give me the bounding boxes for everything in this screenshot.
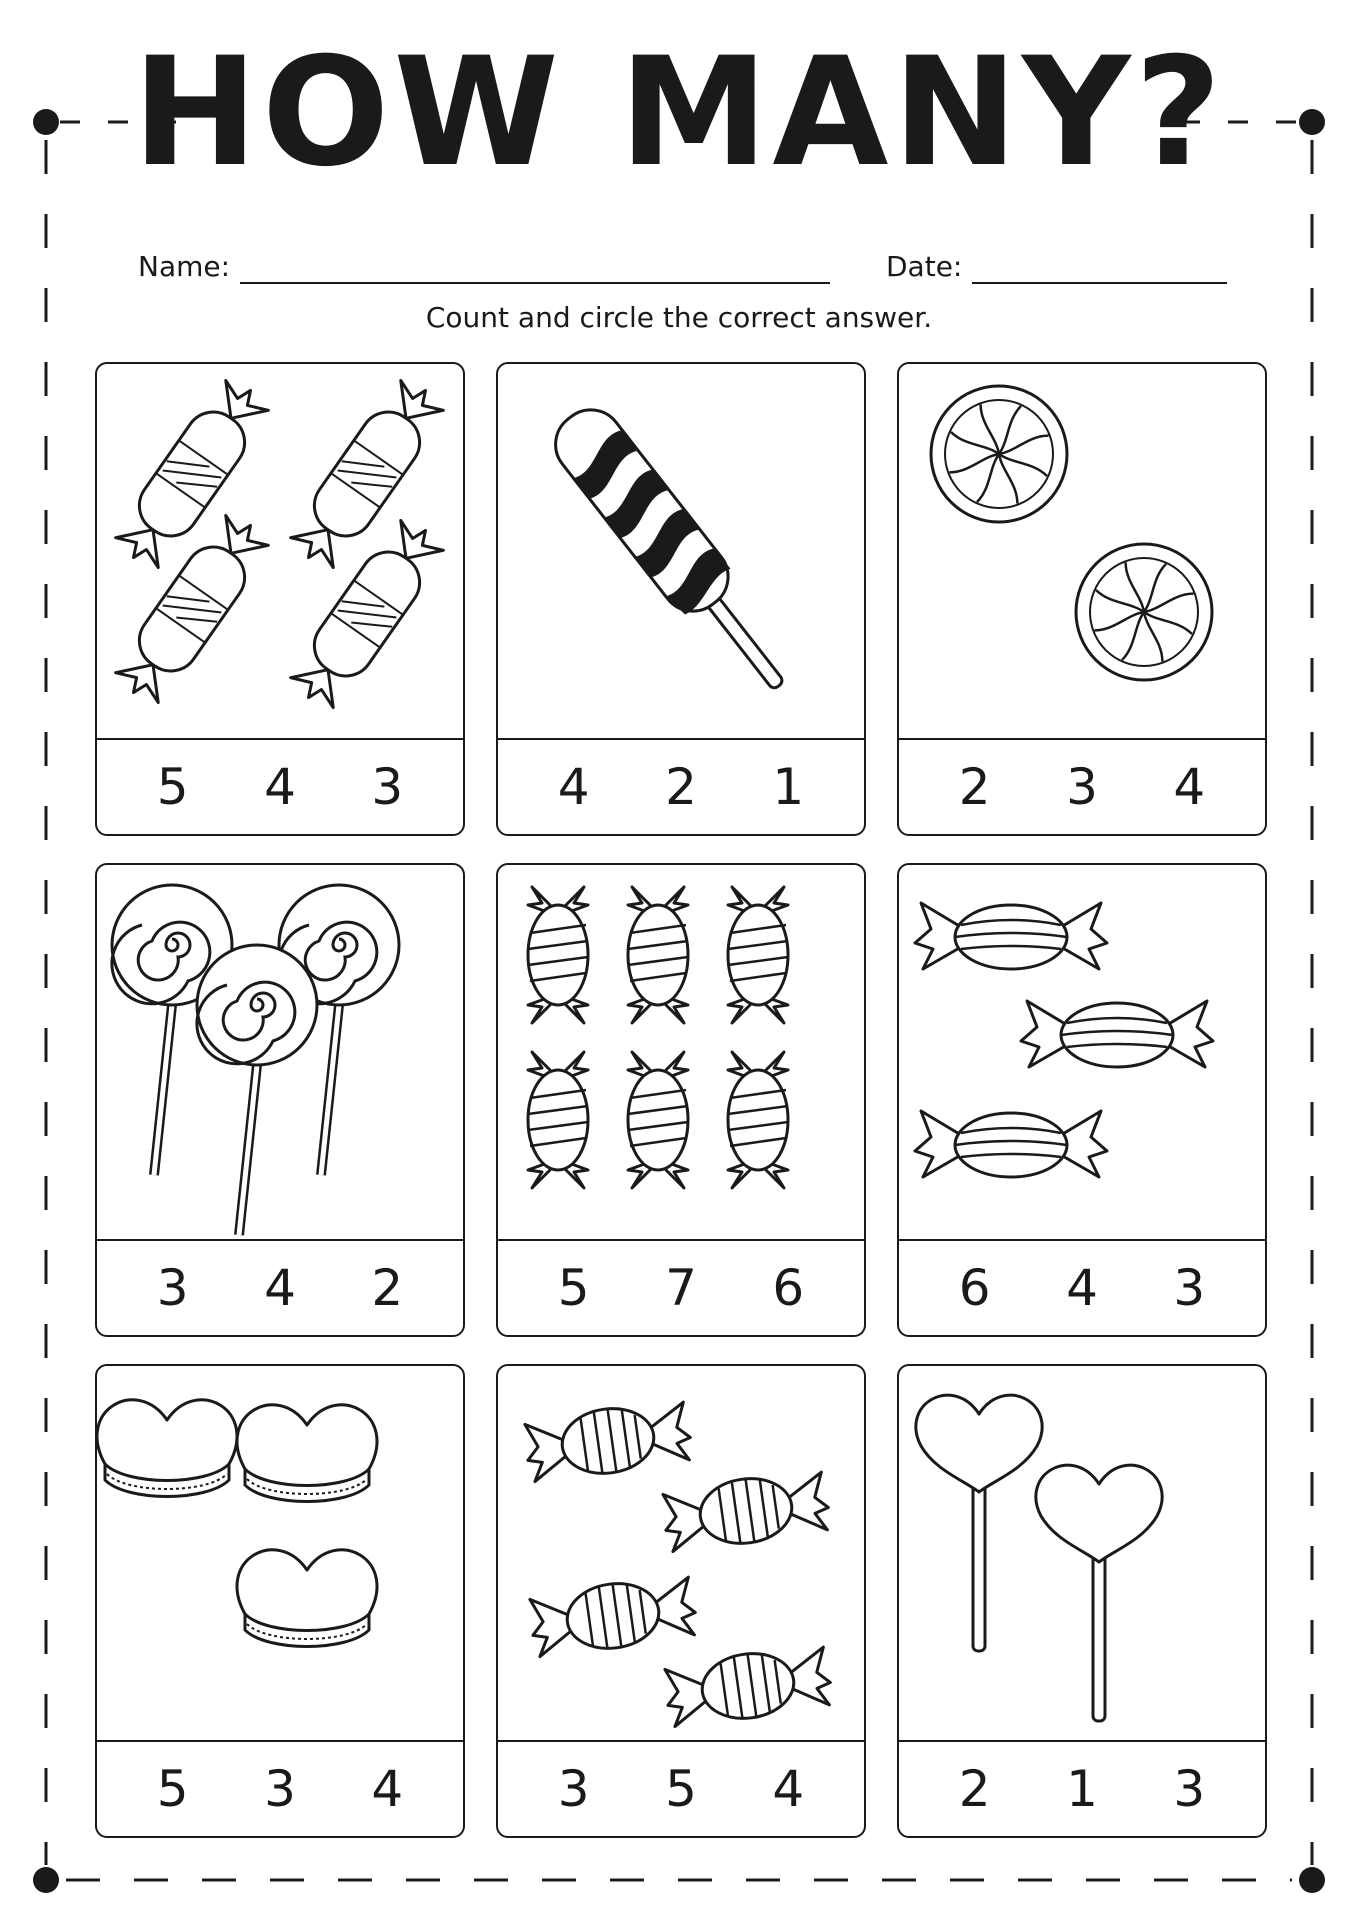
- name-date-row: [138, 250, 1228, 290]
- card-art: [498, 364, 864, 740]
- date-label: Date:: [886, 250, 963, 283]
- counting-card-3: [897, 362, 1267, 836]
- card-art: [899, 364, 1265, 740]
- counting-card-7: [95, 1364, 465, 1838]
- answer-option[interactable]: 1: [1066, 1760, 1098, 1818]
- answer-option[interactable]: 2: [371, 1259, 404, 1317]
- answer-options: [899, 1241, 1265, 1335]
- card-art: [97, 865, 463, 1241]
- wrapped-candy-icon: [97, 364, 463, 738]
- answer-option[interactable]: 5: [557, 1259, 590, 1317]
- answer-options: [97, 740, 463, 834]
- answer-option[interactable]: 3: [1066, 758, 1098, 816]
- answer-option[interactable]: 5: [156, 758, 189, 816]
- counting-card-4: [95, 863, 465, 1337]
- answer-option[interactable]: 7: [665, 1259, 697, 1317]
- swirl-lollipop-icon: [97, 865, 463, 1239]
- counting-card-9: [897, 1364, 1267, 1838]
- answer-options: [498, 1241, 864, 1335]
- answer-option[interactable]: 4: [264, 1259, 296, 1317]
- striped-bonbon-icon: [498, 865, 864, 1239]
- answer-option[interactable]: 3: [557, 1760, 590, 1818]
- instruction-text: Count and circle the correct answer.: [425, 301, 933, 334]
- answer-option[interactable]: 2: [958, 1760, 991, 1818]
- card-art: [498, 865, 864, 1241]
- counting-card-5: [496, 863, 866, 1337]
- answer-option[interactable]: 2: [958, 758, 991, 816]
- answer-options: [97, 1742, 463, 1836]
- counting-card-2: [496, 362, 866, 836]
- answer-option[interactable]: 3: [1173, 1760, 1206, 1818]
- answer-option[interactable]: 4: [772, 1760, 805, 1818]
- answer-options: [498, 1742, 864, 1836]
- answer-option[interactable]: 4: [1173, 758, 1206, 816]
- card-art: [899, 865, 1265, 1241]
- answer-option[interactable]: 3: [156, 1259, 189, 1317]
- card-art: [899, 1366, 1265, 1742]
- striped-wrapped-candy-icon: [498, 1366, 864, 1740]
- date-input-line[interactable]: [972, 254, 1227, 284]
- answer-option[interactable]: 6: [772, 1259, 805, 1317]
- heart-lollipop-icon: [899, 1366, 1265, 1740]
- answer-option[interactable]: 2: [665, 758, 697, 816]
- name-label: Name:: [138, 250, 231, 283]
- answer-option[interactable]: 3: [1173, 1259, 1206, 1317]
- corner-dot-bottom-right: [1299, 1867, 1325, 1893]
- answer-option[interactable]: 3: [264, 1760, 296, 1818]
- card-art: [97, 1366, 463, 1742]
- page-title: HOW MANY?: [132, 26, 1226, 200]
- corner-dot-bottom-left: [33, 1867, 59, 1893]
- card-art: [97, 364, 463, 740]
- heart-cookie-icon: [97, 1366, 463, 1740]
- counting-card-1: [95, 362, 465, 836]
- answer-option[interactable]: 3: [371, 758, 404, 816]
- counting-grid: [95, 362, 1267, 1838]
- date-field: [886, 250, 1227, 284]
- answer-option[interactable]: 4: [371, 1760, 404, 1818]
- name-field: [138, 250, 830, 284]
- answer-options: [899, 1742, 1265, 1836]
- answer-options: [97, 1241, 463, 1335]
- counting-card-6: [897, 863, 1267, 1337]
- answer-option[interactable]: 5: [156, 1760, 189, 1818]
- card-art: [498, 1366, 864, 1742]
- answer-option[interactable]: 4: [264, 758, 296, 816]
- name-input-line[interactable]: [240, 254, 830, 284]
- answer-options: [498, 740, 864, 834]
- peppermint-candy-icon: [899, 364, 1265, 738]
- answer-options: [899, 740, 1265, 834]
- answer-option[interactable]: 6: [958, 1259, 991, 1317]
- answer-option[interactable]: 4: [557, 758, 590, 816]
- counting-card-8: [496, 1364, 866, 1838]
- answer-option[interactable]: 1: [772, 758, 805, 816]
- toffee-candy-icon: [899, 865, 1265, 1239]
- answer-option[interactable]: 4: [1066, 1259, 1098, 1317]
- answer-option[interactable]: 5: [665, 1760, 697, 1818]
- marshmallow-stick-icon: [498, 364, 864, 738]
